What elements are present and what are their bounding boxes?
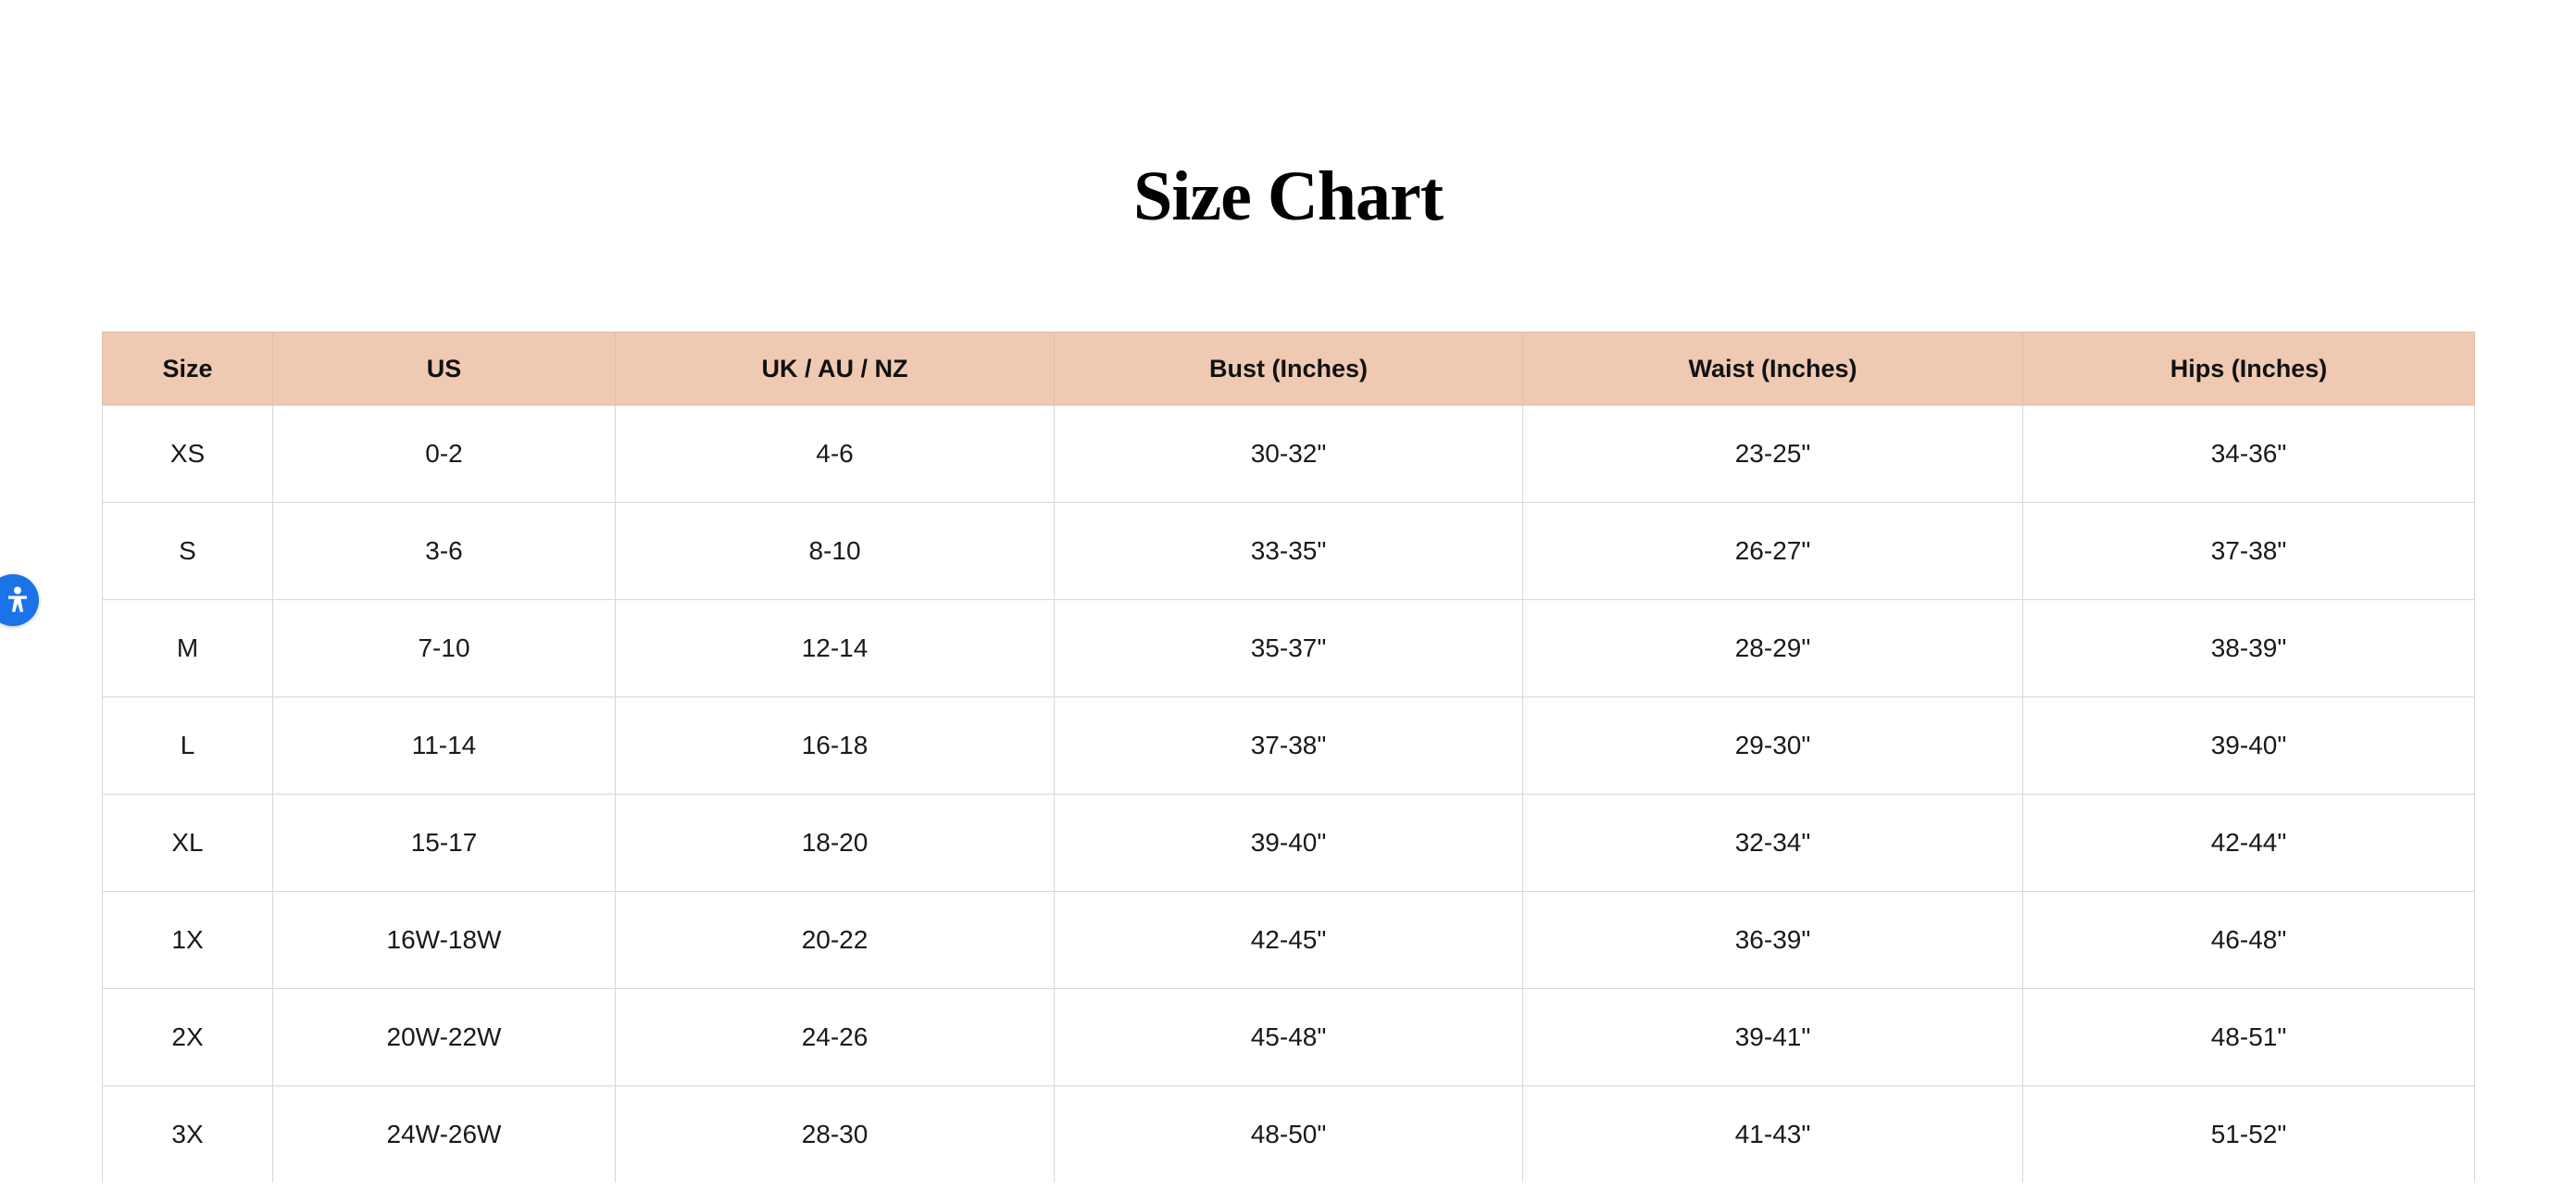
- cell-waist: 26-27": [1523, 503, 2023, 600]
- cell-bust: 39-40": [1055, 795, 1523, 892]
- cell-bust: 48-50": [1055, 1086, 1523, 1184]
- cell-hips: 38-39": [2023, 600, 2475, 697]
- table-row: [103, 697, 2475, 795]
- cell-waist: 32-34": [1523, 795, 2023, 892]
- cell-uk-au-nz: 28-30: [616, 1086, 1055, 1184]
- cell-bust: 37-38": [1055, 697, 1523, 795]
- cell-size: XS: [103, 406, 273, 503]
- cell-us: 24W-26W: [273, 1086, 616, 1184]
- cell-waist: 41-43": [1523, 1086, 2023, 1184]
- cell-uk-au-nz: 4-6: [616, 406, 1055, 503]
- cell-waist: 39-41": [1523, 989, 2023, 1086]
- table-header-row: [103, 332, 2475, 406]
- cell-waist: 23-25": [1523, 406, 2023, 503]
- cell-us: 16W-18W: [273, 892, 616, 989]
- cell-hips: 46-48": [2023, 892, 2475, 989]
- cell-size: XL: [103, 795, 273, 892]
- cell-uk-au-nz: 20-22: [616, 892, 1055, 989]
- column-header-hips: Hips (Inches): [2023, 332, 2475, 406]
- cell-us: 3-6: [273, 503, 616, 600]
- table-row: [103, 795, 2475, 892]
- cell-waist: 36-39": [1523, 892, 2023, 989]
- column-header-waist: Waist (Inches): [1523, 332, 2023, 406]
- cell-us: 20W-22W: [273, 989, 616, 1086]
- accessibility-person-icon[interactable]: [0, 574, 39, 626]
- cell-size: 1X: [103, 892, 273, 989]
- cell-bust: 33-35": [1055, 503, 1523, 600]
- cell-bust: 45-48": [1055, 989, 1523, 1086]
- column-header-uk-au-nz: UK / AU / NZ: [616, 332, 1055, 406]
- cell-hips: 39-40": [2023, 697, 2475, 795]
- cell-size: L: [103, 697, 273, 795]
- cell-uk-au-nz: 8-10: [616, 503, 1055, 600]
- cell-us: 15-17: [273, 795, 616, 892]
- cell-hips: 48-51": [2023, 989, 2475, 1086]
- cell-hips: 34-36": [2023, 406, 2475, 503]
- cell-waist: 28-29": [1523, 600, 2023, 697]
- cell-waist: 29-30": [1523, 697, 2023, 795]
- cell-size: 2X: [103, 989, 273, 1086]
- cell-uk-au-nz: 18-20: [616, 795, 1055, 892]
- cell-size: 3X: [103, 1086, 273, 1184]
- cell-us: 11-14: [273, 697, 616, 795]
- cell-uk-au-nz: 16-18: [616, 697, 1055, 795]
- cell-uk-au-nz: 12-14: [616, 600, 1055, 697]
- cell-us: 7-10: [273, 600, 616, 697]
- cell-hips: 51-52": [2023, 1086, 2475, 1184]
- table-row: [103, 1086, 2475, 1184]
- size-chart-container: [102, 332, 2474, 1183]
- cell-size: S: [103, 503, 273, 600]
- table-row: [103, 503, 2475, 600]
- cell-bust: 30-32": [1055, 406, 1523, 503]
- table-row: [103, 600, 2475, 697]
- cell-size: M: [103, 600, 273, 697]
- cell-bust: 42-45": [1055, 892, 1523, 989]
- cell-us: 0-2: [273, 406, 616, 503]
- cell-hips: 37-38": [2023, 503, 2475, 600]
- page-title: Size Chart: [1132, 157, 1444, 235]
- table-row: [103, 406, 2475, 503]
- cell-bust: 35-37": [1055, 600, 1523, 697]
- table-row: [103, 989, 2475, 1086]
- table-row: [103, 892, 2475, 989]
- cell-uk-au-nz: 24-26: [616, 989, 1055, 1086]
- size-chart-table: [102, 332, 2475, 1183]
- column-header-us: US: [273, 332, 616, 406]
- column-header-size: Size: [103, 332, 273, 406]
- column-header-bust: Bust (Inches): [1055, 332, 1523, 406]
- cell-hips: 42-44": [2023, 795, 2475, 892]
